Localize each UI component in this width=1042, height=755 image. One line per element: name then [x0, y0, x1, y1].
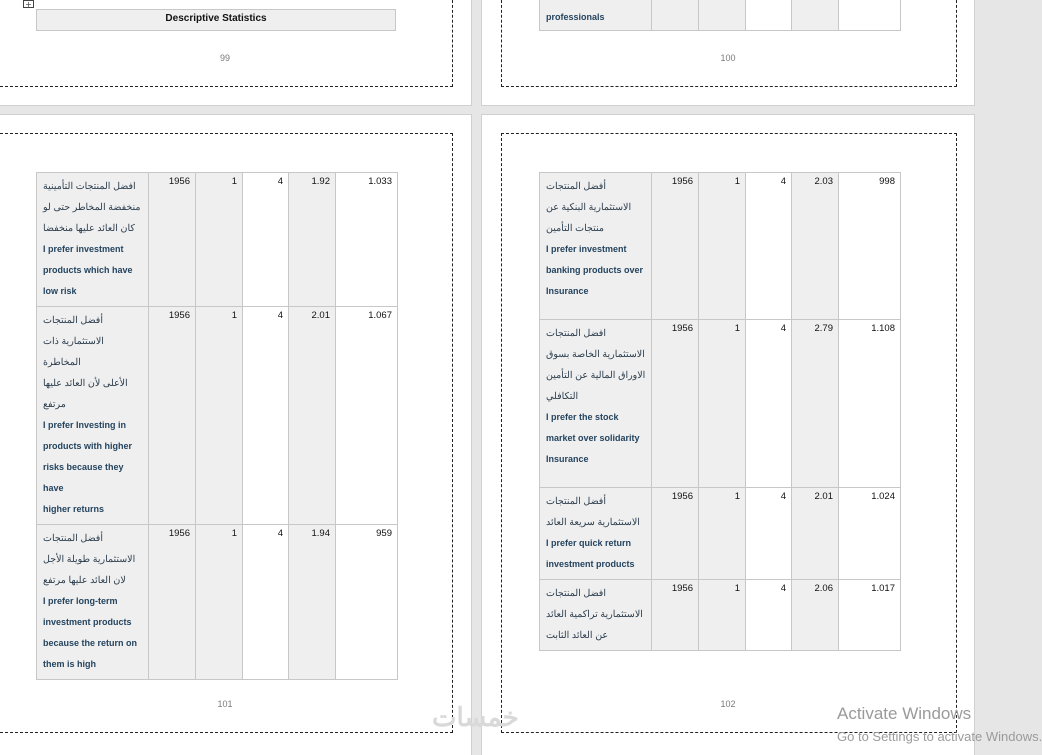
activate-windows-subtitle: Go to Settings to activate Windows.: [837, 729, 1042, 744]
table-row: [540, 320, 901, 488]
page-number-102: 102: [720, 699, 736, 709]
table-row: [540, 488, 901, 580]
khamsat-logo-watermark: خمسات: [432, 702, 519, 732]
max-cell: 4: [243, 173, 289, 307]
label-arabic: الاستثمارية طويلة الأجل: [43, 554, 136, 565]
label-arabic: مرتفع: [43, 399, 66, 410]
max-cell: 4: [746, 580, 792, 651]
item-label-cell: [37, 307, 149, 525]
table-cell: [839, 0, 901, 31]
label-english: Insurance: [546, 286, 589, 296]
label-arabic: منتجات التأمين: [546, 223, 604, 234]
vertical-scrollbar[interactable]: [975, 0, 987, 749]
label-english: I prefer long-term: [43, 596, 118, 606]
page-99: [0, 0, 471, 105]
min-cell: 1: [699, 580, 746, 651]
table-row: [37, 307, 398, 525]
table-move-handle-icon[interactable]: +: [23, 0, 34, 8]
table-row: [540, 580, 901, 651]
label-english: market over solidarity: [546, 433, 640, 443]
label-arabic: الاستثمارية تراكمية العائد: [546, 609, 643, 620]
table-cell: [746, 0, 792, 31]
label-arabic: أفضل المنتجات: [546, 496, 606, 507]
label-arabic: الأعلى لأن العائد عليها: [43, 378, 128, 389]
table-row: [540, 173, 901, 320]
std-dev-cell: 1.024: [839, 488, 901, 580]
table-cell: [699, 0, 746, 31]
table-row: [37, 525, 398, 680]
label-english: higher returns: [43, 504, 105, 514]
std-dev-cell: 1.067: [336, 307, 398, 525]
label-english: products which have: [43, 265, 133, 275]
label-english: risks because they have: [43, 462, 124, 493]
min-cell: 1: [196, 173, 243, 307]
label-english: investment products: [43, 617, 132, 627]
label-arabic: افضل المنتجات: [546, 328, 606, 339]
activate-windows-title: Activate Windows: [837, 704, 972, 723]
item-label-cell: [540, 580, 652, 651]
label-english: I prefer investment: [546, 244, 627, 254]
label-arabic: الاستثمارية الخاصة بسوق: [546, 349, 645, 360]
min-cell: 1: [699, 488, 746, 580]
label-arabic: الاوراق المالية عن التأمين: [546, 370, 646, 381]
label-english: because the return on: [43, 638, 138, 648]
page-number-100: 100: [720, 53, 736, 63]
mean-cell: 2.79: [792, 320, 839, 488]
page-number-99: 99: [219, 53, 230, 63]
min-cell: 1: [699, 173, 746, 320]
label-english: low risk: [43, 286, 77, 296]
item-label-cell: [37, 525, 149, 680]
label-arabic: أفضل المنتجات: [546, 181, 606, 192]
mean-cell: 2.01: [289, 307, 336, 525]
n-cell: 1956: [652, 580, 699, 651]
std-dev-cell: 1.017: [839, 580, 901, 651]
page-number-101: 101: [217, 699, 233, 709]
page-100: [482, 0, 974, 105]
label-english: professionals: [546, 12, 605, 22]
page-100-table-fragment: [539, 0, 901, 31]
label-arabic: افضل المنتجات: [546, 588, 606, 599]
label-arabic: الاستثمارية البنكية عن: [546, 202, 632, 213]
n-cell: 1956: [652, 488, 699, 580]
std-dev-cell: 998: [839, 173, 901, 320]
max-cell: 4: [746, 173, 792, 320]
n-cell: 1956: [149, 525, 196, 680]
label-arabic: الاستثمارية ذات المخاطرة: [43, 336, 104, 368]
min-cell: 1: [699, 320, 746, 488]
label-english: I prefer Investing in: [43, 420, 127, 430]
page-101: [0, 115, 471, 755]
descriptive-statistics-title: Descriptive Statistics: [36, 9, 396, 31]
mean-cell: 2.06: [792, 580, 839, 651]
min-cell: 1: [196, 525, 243, 680]
label-english: Insurance: [546, 454, 589, 464]
table-row: [37, 173, 398, 307]
label-arabic: كان العائد عليها منخفضا: [43, 223, 135, 234]
label-english: products with higher: [43, 441, 132, 451]
item-label-cell: [540, 173, 652, 320]
label-english: investment products: [546, 559, 635, 569]
max-cell: 4: [746, 488, 792, 580]
n-cell: 1956: [149, 173, 196, 307]
max-cell: 4: [243, 307, 289, 525]
page-102: [482, 115, 974, 755]
mean-cell: 1.94: [289, 525, 336, 680]
label-english: I prefer investment: [43, 244, 124, 254]
std-dev-cell: 1.033: [336, 173, 398, 307]
max-cell: 4: [746, 320, 792, 488]
mean-cell: 1.92: [289, 173, 336, 307]
statistics-table-102: [539, 172, 901, 651]
table-cell: [792, 0, 839, 31]
label-english: I prefer quick return: [546, 538, 632, 548]
label-arabic: عن العائد الثابت: [546, 630, 609, 641]
label-arabic: أفضل المنتجات: [43, 315, 103, 326]
item-label-cell: [540, 488, 652, 580]
min-cell: 1: [196, 307, 243, 525]
table-cell: [652, 0, 699, 31]
max-cell: 4: [243, 525, 289, 680]
label-english: I prefer the stock: [546, 412, 619, 422]
statistics-table-101: [36, 172, 398, 680]
n-cell: 1956: [652, 320, 699, 488]
label-arabic: أفضل المنتجات: [43, 533, 103, 544]
n-cell: 1956: [652, 173, 699, 320]
std-dev-cell: 1.108: [839, 320, 901, 488]
label-arabic: التكافلي: [546, 391, 579, 402]
item-label-cell: [37, 173, 149, 307]
label-arabic: منخفضة المخاطر حتى لو: [43, 202, 141, 213]
mean-cell: 2.03: [792, 173, 839, 320]
mean-cell: 2.01: [792, 488, 839, 580]
item-label-cell: [540, 320, 652, 488]
std-dev-cell: 959: [336, 525, 398, 680]
n-cell: 1956: [149, 307, 196, 525]
label-english: them is high: [43, 659, 97, 669]
label-english: banking products over: [546, 265, 644, 275]
label-arabic: افضل المنتجات التأمينية: [43, 181, 136, 192]
label-arabic: الاستثمارية سريعة العائد: [546, 517, 640, 528]
label-arabic: لان العائد عليها مرتفع: [43, 575, 126, 586]
table-cell-label: [540, 0, 652, 31]
